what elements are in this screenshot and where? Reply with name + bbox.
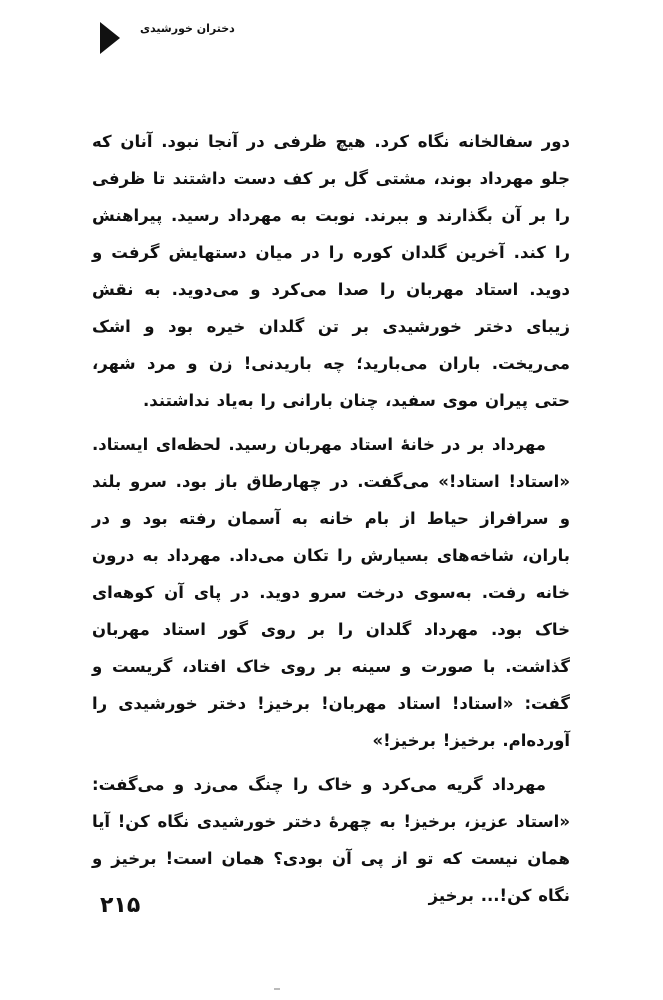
page-number: ۲۱۵: [100, 893, 141, 918]
paper-speck: [274, 988, 280, 990]
paragraph-3: مهرداد گریه می‌کرد و خاک را چنگ می‌زد و می‌گفت: «استاد عزیز، برخیز! به چهرهٔ دختر خورشیدی نگاه کن! آیا همان نیست که تو از پی آن بودی؟ همان است! برخیز و نگاه کن!... برخیز: [92, 775, 570, 905]
header-marker-icon: [100, 22, 120, 54]
paragraph-2: مهرداد بر در خانهٔ استاد مهربان رسید. لحظه‌ای ایستاد. «استاد! استاد!» می‌گفت. در چهارطاق باز بود. سرو بلند و سرافراز حیاط از بام خانه به آسمان رفته بود و در باران، شاخه‌های بسیارش را تکان می‌داد. مهرداد به درون خانه رفت. به‌سوی درخت سرو دوید. در پای آن کوهه‌ای خاک بود. مهرداد گلدان را بر روی گور استاد مهربان گذاشت. با صورت و سینه بر روی خاک افتاد، گریست و گفت: «استاد! استاد مهربان! برخیز! دختر خورشیدی را آورده‌ام. برخیز! برخیز!»: [92, 435, 570, 750]
paragraph-1: دور سفالخانه نگاه کرد. هیچ ظرفی در آنجا نبود. آنان که جلو مهرداد بوند، مشتی گل بر کف دست داشتند تا ظرفی را بر آن بگذارند و ببرند. نوبت به مهرداد رسید. پیراهنش را کند. آخرین گلدان کوره را در میان دستهایش گرفت و دوید. استاد مهربان را صدا می‌کرد و می‌دوید. به نقش زیبای دختر خورشیدی بر تن گلدان خیره بود و اشک می‌ریخت. باران می‌بارید؛ چه باریدنی! زن و مرد شهر، حتی پیران موی سفید، چنان بارانی را به‌یاد نداشتند.: [92, 132, 570, 410]
running-header: دختران خورشیدی: [140, 22, 235, 35]
body-text: [92, 123, 570, 921]
